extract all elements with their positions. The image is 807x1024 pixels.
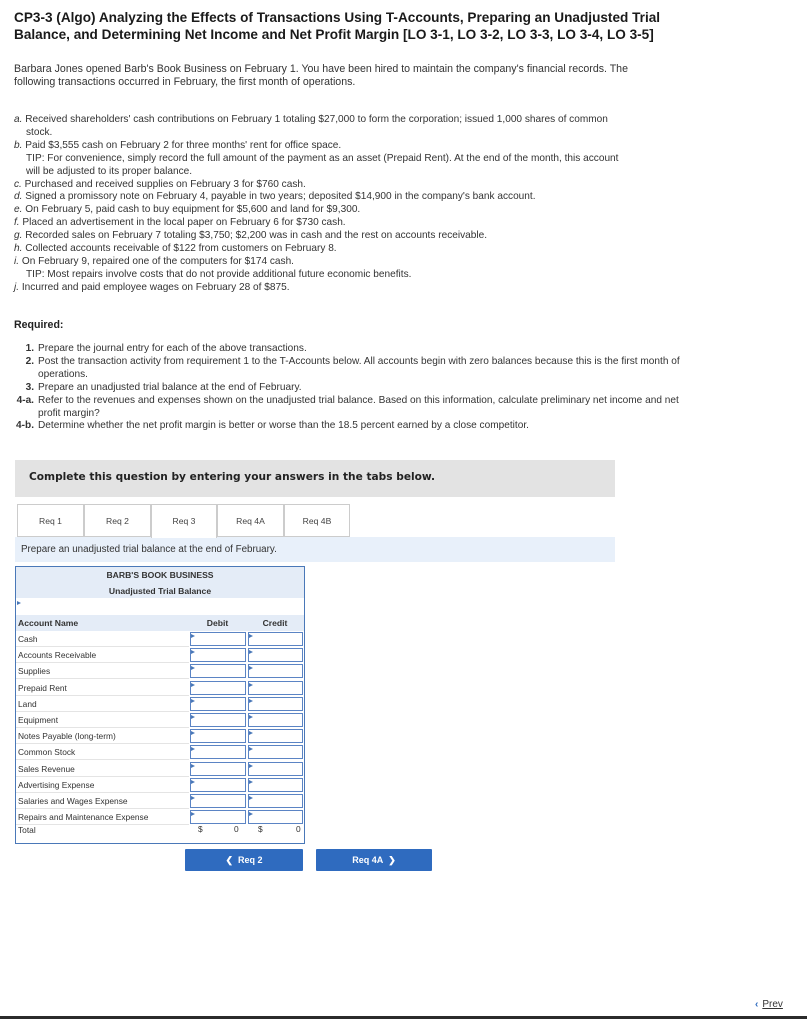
- credit-input[interactable]: [248, 681, 303, 695]
- debit-input[interactable]: [190, 681, 246, 695]
- debit-input[interactable]: [190, 745, 246, 759]
- question-title: CP3-3 (Algo) Analyzing the Effects of Transactions Using T-Accounts, Preparing an Unadjusted Trial Balance, and Determining Net Income and Net Profit Margin [LO 3-1, LO 3-2, LO 3-3, LO 3-4, LO 3-5]: [14, 10, 661, 42]
- next-req-label: Req 4A: [352, 855, 384, 865]
- tab-req-1[interactable]: Req 1: [17, 504, 84, 537]
- instruction-banner: [15, 460, 615, 497]
- input-marker-icon: [249, 666, 253, 670]
- tab-req-3[interactable]: Req 3: [151, 504, 217, 538]
- requirement-text: Prepare an unadjusted trial balance at the end of February.: [38, 381, 302, 393]
- transaction-letter: e.: [14, 204, 23, 216]
- requirement-item: [14, 343, 694, 356]
- prev-page-label: Prev: [762, 999, 783, 1010]
- transaction-item: [14, 204, 694, 217]
- company-name: BARB'S BOOK BUSINESS: [106, 570, 214, 580]
- transaction-item: [14, 256, 694, 269]
- account-name-cell[interactable]: Advertising Expense: [16, 777, 189, 793]
- debit-input[interactable]: [190, 664, 246, 678]
- tab-req-4b[interactable]: Req 4B: [284, 504, 350, 537]
- chevron-left-icon: ‹: [755, 999, 759, 1010]
- transaction-text: Recorded sales on February 7 totaling $3,750; $2,200 was in cash and the rest on accounts receivable.: [25, 230, 488, 242]
- chevron-right-icon: ❯: [388, 855, 396, 865]
- account-name-cell[interactable]: Equipment: [16, 712, 189, 728]
- account-name-cell[interactable]: Repairs and Maintenance Expense: [16, 809, 189, 825]
- credit-input[interactable]: [248, 648, 303, 662]
- total-debit-value: 0: [234, 824, 239, 834]
- requirement-number: 2.: [25, 355, 34, 367]
- transaction-letter: h.: [14, 243, 23, 255]
- required-heading: Required:: [14, 319, 64, 331]
- input-marker-icon: [191, 650, 195, 654]
- account-name-cell[interactable]: Prepaid Rent: [16, 680, 189, 696]
- transaction-list: [14, 114, 694, 295]
- input-marker-icon: [249, 699, 253, 703]
- transaction-item: [14, 282, 694, 295]
- input-marker-icon: [191, 796, 195, 800]
- transaction-letter: f.: [14, 217, 20, 229]
- tab-instruction-bar: [15, 537, 615, 562]
- footer-divider: [0, 1016, 807, 1019]
- debit-input[interactable]: [190, 632, 246, 646]
- transaction-item: [14, 230, 694, 243]
- debit-input[interactable]: [190, 778, 246, 792]
- dropdown-marker-icon: [17, 601, 21, 605]
- transaction-continuation: will be adjusted to its proper balance.: [26, 165, 193, 177]
- account-name-cell[interactable]: Accounts Receivable: [16, 647, 189, 663]
- prev-req-button[interactable]: [185, 849, 303, 871]
- account-name-cell[interactable]: Cash: [16, 631, 189, 647]
- input-marker-icon: [249, 764, 253, 768]
- requirement-item: [14, 395, 694, 421]
- credit-input[interactable]: [248, 778, 303, 792]
- transaction-continuation: stock.: [26, 126, 53, 138]
- requirement-text: Determine whether the net profit margin is better or worse than the 18.5 percent earned by a close competitor.: [38, 420, 529, 432]
- credit-input[interactable]: [248, 664, 303, 678]
- total-credit-value: 0: [296, 824, 301, 834]
- transaction-letter: g.: [14, 230, 23, 242]
- input-marker-icon: [249, 747, 253, 751]
- column-header-credit: Credit: [246, 615, 304, 631]
- transaction-letter: j.: [14, 281, 20, 293]
- transaction-letter: i.: [14, 255, 20, 267]
- transaction-text: Purchased and received supplies on February 3 for $760 cash.: [24, 178, 306, 190]
- transaction-text: Signed a promissory note on February 4, payable in two years; deposited $14,900 in the company's bank account.: [25, 191, 536, 203]
- requirement-number: 4-a.: [16, 394, 34, 406]
- requirement-item: [14, 356, 694, 382]
- requirement-text: Post the transaction activity from requirement 1 to the T-Accounts below. All accounts begin with zero balances because this is the first month of operations.: [38, 355, 680, 380]
- column-header-debit: Debit: [189, 615, 246, 631]
- debit-input[interactable]: [190, 762, 246, 776]
- transaction-text: On February 5, paid cash to buy equipment for $5,600 and land for $9,300.: [25, 204, 361, 216]
- requirements-list: [14, 343, 694, 433]
- credit-input[interactable]: [248, 632, 303, 646]
- credit-input[interactable]: [248, 745, 303, 759]
- date-input[interactable]: [16, 598, 304, 616]
- debit-input[interactable]: [190, 697, 246, 711]
- input-marker-icon: [191, 699, 195, 703]
- input-marker-icon: [191, 780, 195, 784]
- trial-balance-header: [16, 567, 304, 599]
- tab-req-4a[interactable]: Req 4A: [217, 504, 284, 537]
- account-name-cell[interactable]: Salaries and Wages Expense: [16, 793, 189, 809]
- requirement-text: Refer to the revenues and expenses shown on the unadjusted trial balance. Based on this information, calculate preliminary net income and net profit margin?: [38, 394, 679, 419]
- account-name-cell[interactable]: Sales Revenue: [16, 761, 189, 777]
- input-marker-icon: [191, 747, 195, 751]
- debit-input[interactable]: [190, 648, 246, 662]
- requirement-number: 3.: [25, 381, 34, 393]
- transaction-text: Paid $3,555 cash on February 2 for three months' rent for office space.: [25, 139, 342, 151]
- requirement-item: [14, 382, 694, 395]
- transaction-text: Received shareholders' cash contributions on February 1 totaling $27,000 to form the corporation; issued 1,000 shares of common: [25, 114, 608, 125]
- prev-page-link[interactable]: [755, 999, 783, 1010]
- transaction-item: [14, 140, 694, 153]
- trial-balance-title: Unadjusted Trial Balance: [108, 586, 212, 596]
- transaction-text: Placed an advertisement in the local paper on February 6 for $730 cash.: [22, 217, 346, 229]
- credit-input[interactable]: [248, 794, 303, 808]
- input-marker-icon: [249, 683, 253, 687]
- chevron-left-icon: ❮: [225, 855, 233, 865]
- total-label: Total: [18, 825, 36, 835]
- transaction-item: [14, 191, 694, 204]
- debit-input[interactable]: [190, 713, 246, 727]
- input-marker-icon: [191, 634, 195, 638]
- input-marker-icon: [191, 812, 195, 816]
- account-name-cell[interactable]: Land: [16, 696, 189, 712]
- debit-input[interactable]: [190, 794, 246, 808]
- tab-instruction: Prepare an unadjusted trial balance at the end of February.: [21, 544, 277, 555]
- input-marker-icon: [249, 650, 253, 654]
- transaction-letter: b.: [14, 139, 23, 151]
- transaction-letter: d.: [14, 191, 23, 203]
- credit-input[interactable]: [248, 713, 303, 727]
- transaction-text: On February 9, repaired one of the computers for $174 cash.: [21, 255, 294, 267]
- credit-input[interactable]: [248, 810, 303, 824]
- transaction-text: Collected accounts receivable of $122 from customers on February 8.: [25, 243, 337, 255]
- tab-req-2[interactable]: Req 2: [84, 504, 151, 537]
- transaction-letter: c.: [14, 178, 22, 190]
- transaction-item: [14, 243, 694, 256]
- credit-input[interactable]: [248, 729, 303, 743]
- next-req-button[interactable]: [316, 849, 432, 871]
- transaction-continuation: TIP: Most repairs involve costs that do not provide additional future economic benefits.: [26, 268, 412, 280]
- input-marker-icon: [191, 666, 195, 670]
- transaction-letter: a.: [14, 114, 23, 125]
- requirement-item: [14, 420, 694, 433]
- input-marker-icon: [191, 683, 195, 687]
- transaction-item: [14, 114, 694, 127]
- requirement-text: Prepare the journal entry for each of the above transactions.: [38, 343, 307, 354]
- input-marker-icon: [191, 764, 195, 768]
- debit-input[interactable]: [190, 729, 246, 743]
- transaction-item: [14, 179, 694, 192]
- transaction-text: Incurred and paid employee wages on February 28 of $875.: [21, 281, 290, 293]
- account-name-cell[interactable]: Supplies: [16, 663, 189, 679]
- transaction-continuation: TIP: For convenience, simply record the full amount of the payment as an asset (Prepaid Rent). At the end of the month, this account: [26, 152, 619, 164]
- input-marker-icon: [249, 812, 253, 816]
- instruction-text: Complete this question by entering your answers in the tabs below.: [29, 471, 436, 483]
- credit-input[interactable]: [248, 762, 303, 776]
- requirement-number: 4-b.: [16, 420, 34, 432]
- requirement-number: 1.: [25, 343, 34, 354]
- intro-text: Barbara Jones opened Barb's Book Business on February 1. You have been hired to maintain the company's financial records. The following transactions occurred in February, the first month of operations.: [14, 63, 628, 88]
- account-name-cell[interactable]: Notes Payable (long-term): [16, 728, 189, 744]
- input-marker-icon: [191, 715, 195, 719]
- input-marker-icon: [249, 796, 253, 800]
- input-marker-icon: [191, 731, 195, 735]
- column-header-account: Account Name: [16, 615, 189, 631]
- input-marker-icon: [249, 634, 253, 638]
- input-marker-icon: [249, 715, 253, 719]
- transaction-item: [14, 217, 694, 230]
- trial-balance-table: [15, 566, 305, 844]
- total-credit-currency: $: [258, 824, 263, 834]
- total-debit-currency: $: [198, 824, 203, 834]
- input-marker-icon: [249, 780, 253, 784]
- credit-input[interactable]: [248, 697, 303, 711]
- account-name-cell[interactable]: Common Stock: [16, 744, 189, 760]
- input-marker-icon: [249, 731, 253, 735]
- prev-req-label: Req 2: [238, 855, 263, 865]
